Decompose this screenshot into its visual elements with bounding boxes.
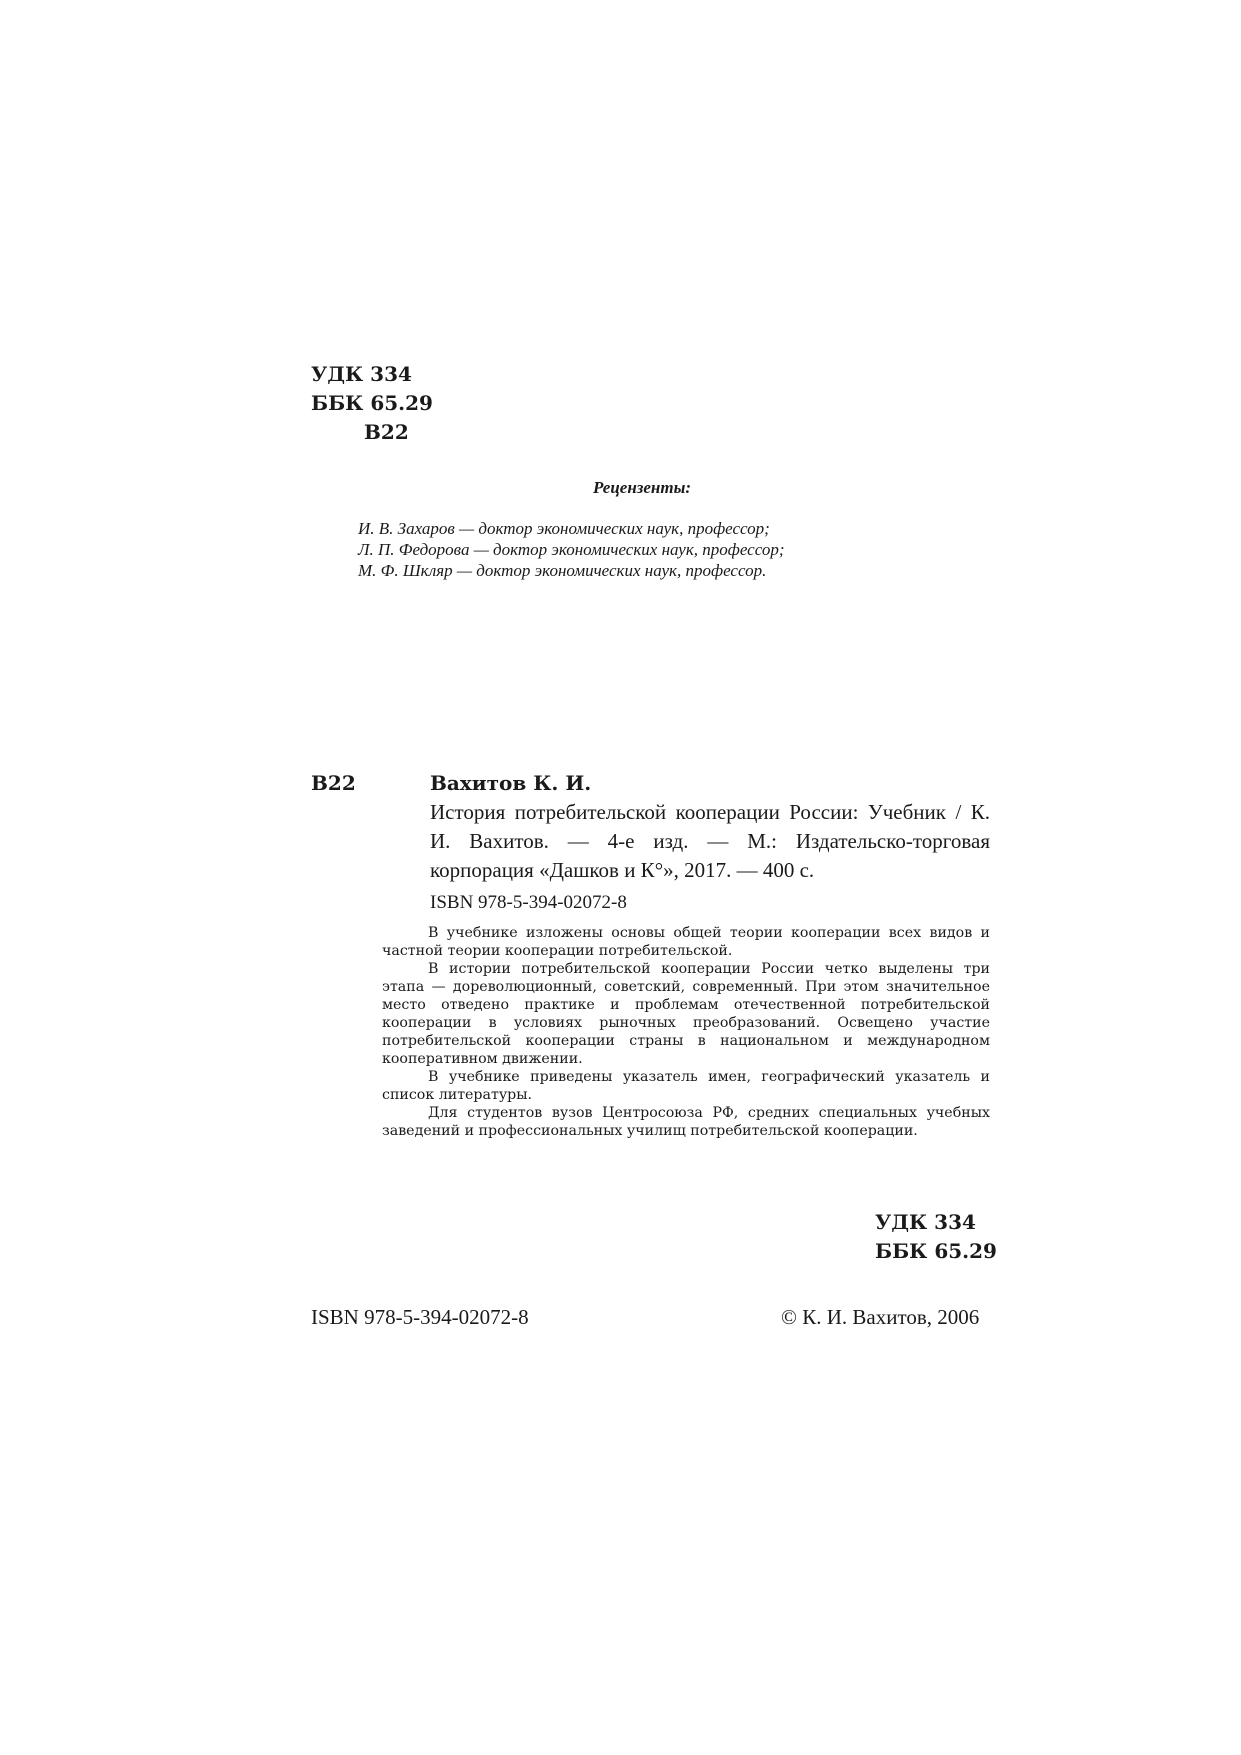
card-isbn: ISBN 978-5-394-02072-8 xyxy=(430,892,627,913)
reviewers-list xyxy=(358,518,785,581)
reviewer-item: Л. П. Федорова — доктор экономических наук, профессор; xyxy=(358,540,785,559)
annotation-paragraph: В учебнике приведены указатель имен, географический указатель и список литературы. xyxy=(382,1069,990,1103)
card-author-code: В22 xyxy=(311,771,356,795)
reviewer-item: И. В. Захаров — доктор экономических наук, профессор; xyxy=(358,519,770,538)
card-author: Вахитов К. И. xyxy=(430,771,592,795)
bibliographic-description: История потребительской кооперации России: Учебник / К. И. Вахитов. — 4-е изд. — М.: Издательско-торговая корпорация «Дашков и К°», 2017. — 400 с. xyxy=(430,800,990,882)
udk-top: УДК 334 xyxy=(311,362,412,386)
annotation xyxy=(382,924,990,1140)
card-udk: УДК 334 xyxy=(875,1210,976,1234)
bbk-top: ББК 65.29 xyxy=(311,391,433,415)
author-code-top: В22 xyxy=(364,420,409,444)
reviewer-item: М. Ф. Шкляр — доктор экономических наук, профессор. xyxy=(358,561,767,580)
footer-isbn: ISBN 978-5-394-02072-8 xyxy=(311,1305,529,1329)
card-bbk: ББК 65.29 xyxy=(875,1239,997,1263)
copyright: © К. И. Вахитов, 2006 xyxy=(781,1305,980,1329)
annotation-paragraph: В истории потребительской кооперации России четко выделены три этапа — дореволюционный, советский, современный. При этом значительное место отведено практике и проблемам отечественной потребительской кооперации в условиях рыночных преобразований. Освещено участие потребительской кооперации страны в национальном и международном кооперативном движении. xyxy=(382,961,990,1067)
annotation-paragraph: Для студентов вузов Центросоюза РФ, средних специальных учебных заведений и профессиональных училищ потребительской кооперации. xyxy=(382,1105,990,1139)
annotation-paragraph: В учебнике изложены основы общей теории кооперации всех видов и частной теории кооперации потребительской. xyxy=(382,925,990,959)
reviewers-title: Рецензенты: xyxy=(593,478,692,497)
